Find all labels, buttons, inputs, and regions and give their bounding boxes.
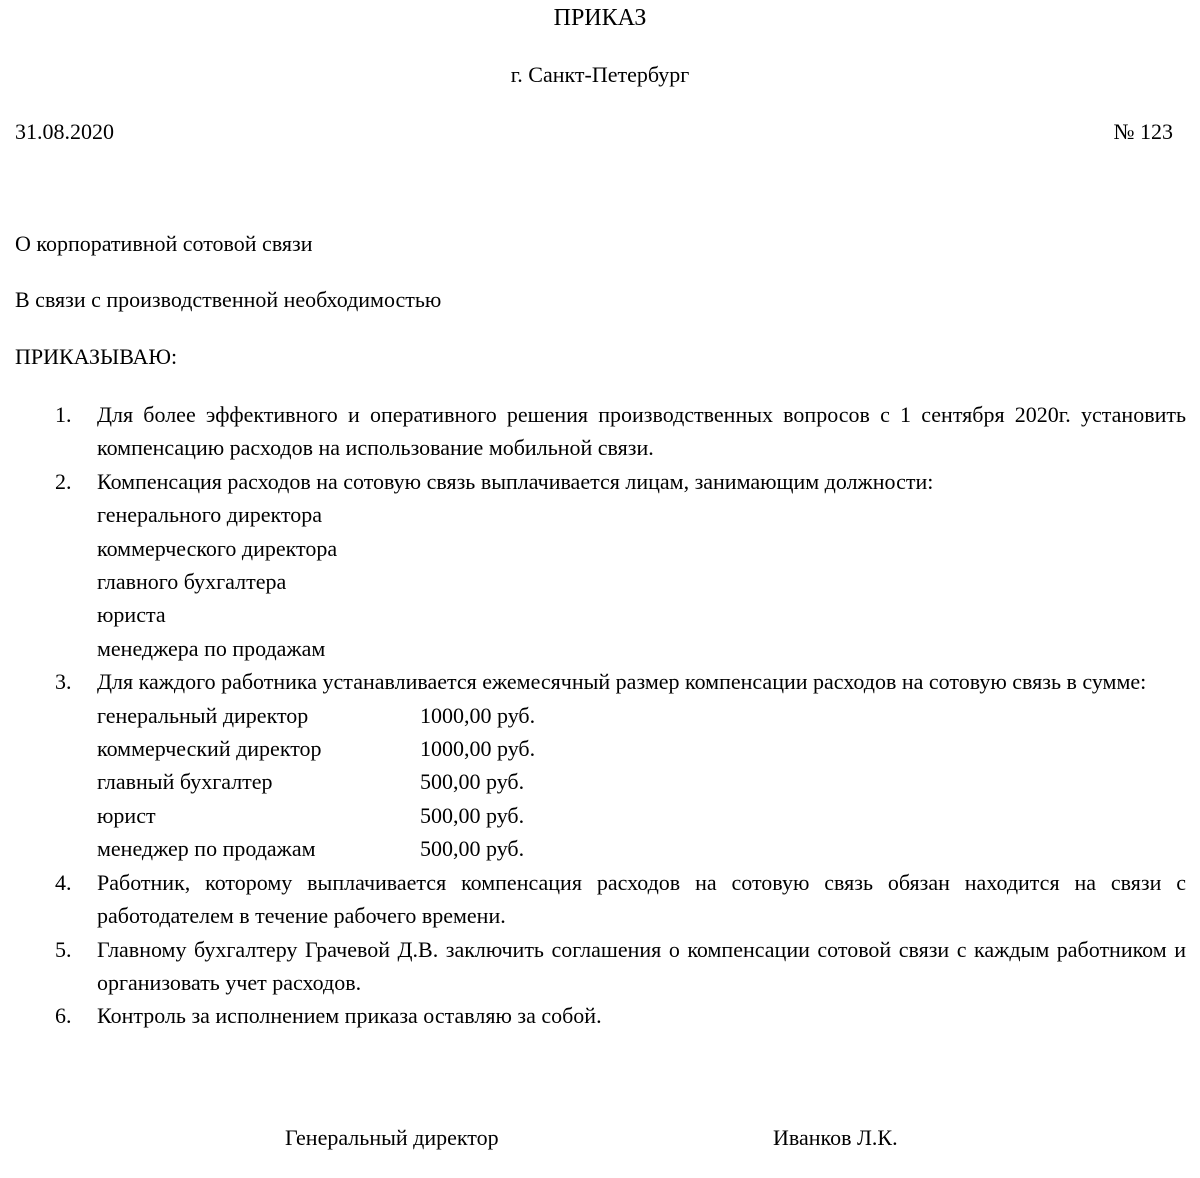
amount-row [97, 832, 1186, 865]
item-number: 6. [55, 1003, 72, 1029]
position-entry: менеджера по продажам [97, 635, 326, 661]
amount-row [97, 732, 1186, 765]
order-word: ПРИКАЗЫВАЮ: [15, 344, 178, 369]
item-text: Компенсация расходов на сотовую связь выплачивается лицам, занимающим должности: [97, 468, 934, 494]
order-item [0, 933, 1200, 1000]
item-text: Для каждого работника устанавливается ежемесячный размер компенсации расходов на сотовую связь в сумме: [97, 669, 1147, 695]
amount-position: менеджер по продажам [97, 836, 316, 862]
order-item [0, 866, 1200, 933]
item-number: 3. [55, 669, 72, 695]
document-title: ПРИКАЗ [553, 5, 647, 31]
item-number: 4. [55, 869, 72, 895]
amount-position: юрист [97, 802, 156, 828]
document-number: № 123 [1113, 119, 1173, 144]
document-basis: В связи с производственной необходимостью [15, 287, 442, 312]
item-number: 1. [55, 402, 72, 427]
order-item [0, 465, 1200, 665]
amount-value: 1000,00 руб. [420, 736, 536, 762]
amount-value: 500,00 руб. [420, 836, 525, 862]
amount-position: коммерческий директор [97, 736, 322, 762]
signature-position: Генеральный директор [285, 1125, 499, 1150]
position-entry: главного бухгалтера [97, 569, 287, 595]
item-text: Работник, которому выплачивается компенсация расходов на сотовую связь обязан находится на связи с работодателем в течение рабочего времени. [97, 869, 1186, 929]
position-entry: генерального директора [97, 502, 322, 528]
order-item [0, 665, 1200, 865]
amount-row [97, 799, 1186, 832]
signature-name: Иванков Л.К. [773, 1125, 898, 1150]
amount-value: 500,00 руб. [420, 802, 525, 828]
amount-position: генеральный директор [97, 702, 309, 728]
item-text: Для более эффективного и оперативного решения производственных вопросов с 1 сентября 2020г. установить компенсацию расходов на использование мобильной связи. [97, 402, 1186, 461]
order-item [0, 999, 1200, 1032]
item-text: Контроль за исполнением приказа оставляю за собой. [97, 1003, 602, 1029]
item-number: 5. [55, 936, 72, 962]
item-number: 2. [55, 468, 72, 494]
amount-value: 1000,00 руб. [420, 702, 536, 728]
amount-position: главный бухгалтер [97, 769, 273, 795]
amount-value: 500,00 руб. [420, 769, 525, 795]
document-city: г. Санкт-Петербург [510, 62, 690, 87]
position-entry: юриста [97, 602, 166, 628]
item-text: Главному бухгалтеру Грачевой Д.В. заключить соглашения о компенсации сотовой связи с каждым работником и организовать учет расходов. [97, 936, 1186, 995]
order-items-list [0, 398, 1200, 1033]
document-subject: О корпоративной сотовой связи [15, 231, 313, 256]
amount-row [97, 699, 1186, 732]
document-date: 31.08.2020 [15, 119, 114, 144]
amount-row [97, 765, 1186, 798]
position-entry: коммерческого директора [97, 535, 338, 561]
order-item [0, 398, 1200, 465]
